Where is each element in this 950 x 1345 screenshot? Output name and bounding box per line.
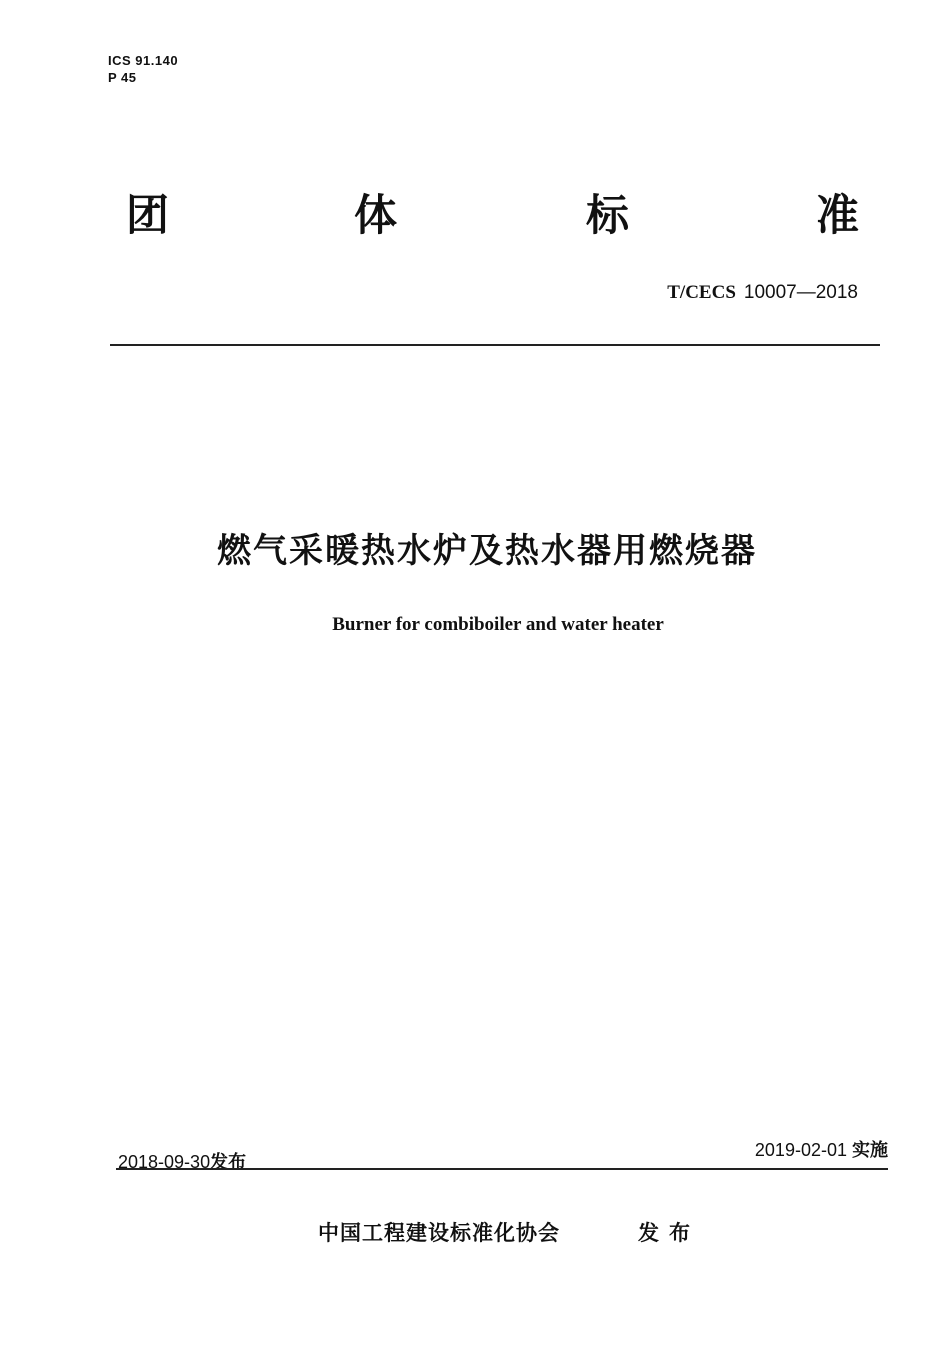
title-english: Burner for combiboiler and water heater <box>332 614 664 635</box>
implementation-date: 2019-02-01 <box>754 1140 847 1160</box>
implementation-label: 实施 <box>852 1140 888 1161</box>
ics-code: ICS 91.140 <box>108 53 179 68</box>
issue-date-block <box>118 1150 246 1175</box>
top-divider <box>110 344 880 346</box>
standard-type-heading <box>0 190 950 250</box>
standard-code <box>667 280 858 305</box>
publisher-name: 中国工程建设标准化协会 <box>318 1221 560 1245</box>
standard-type-char: 团 <box>126 191 169 241</box>
title-chinese: 燃气采暖热水炉及热水器用燃烧器 <box>217 531 757 571</box>
issue-date: 2018-09-30 <box>118 1152 211 1172</box>
standard-code-number: 10007—2018 <box>743 282 858 303</box>
standard-code-prefix: T/CECS <box>667 282 736 303</box>
publisher-action: 发布 <box>638 1221 700 1245</box>
classification-block <box>108 52 178 86</box>
standard-type-char: 体 <box>354 191 397 241</box>
standard-type-char: 标 <box>586 191 629 241</box>
ccs-code: P 45 <box>108 70 137 85</box>
standard-type-char: 准 <box>816 191 859 241</box>
implementation-date-block <box>755 1138 888 1163</box>
bottom-divider <box>116 1168 888 1170</box>
issue-label: 发布 <box>210 1152 247 1173</box>
